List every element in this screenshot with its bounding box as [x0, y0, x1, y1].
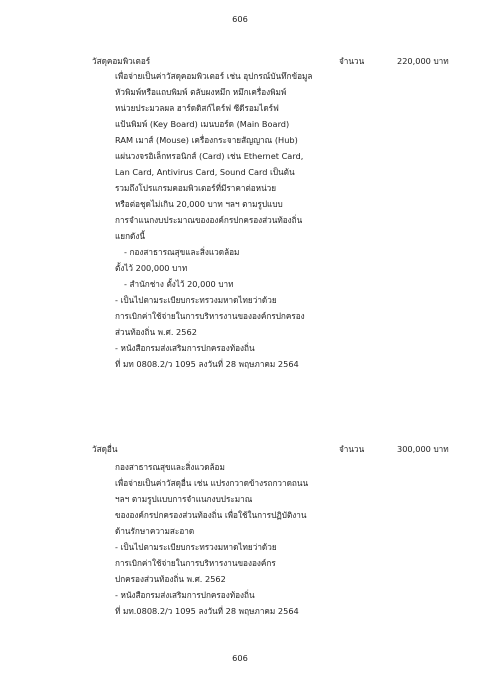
- regulation-line: การเบิกค่าใช้จ่ายในการบริหารงานขององค์กร: [115, 558, 276, 568]
- reference-line: ที่ มท.0808.2/ว 1095 ลงวันที่ 28 พฤษภาคม 2564: [115, 606, 299, 616]
- regulation-line: - เป็นไปตามระเบียบกระทรวงมหาดไทยว่าด้วย: [115, 542, 277, 552]
- regulation-line: การเบิกค่าใช้จ่ายในการบริหารงานขององค์กรปกครอง: [115, 311, 305, 321]
- item-title: วัสดุอื่น: [92, 444, 118, 454]
- regulation-line: - เป็นไปตามระเบียบกระทรวงมหาดไทยว่าด้วย: [115, 295, 277, 305]
- reference-line: - หนังสือกรมส่งเสริมการปกครองท้องถิ่น: [115, 343, 255, 353]
- reference-line: ที่ มท 0808.2/ว 1095 ลงวันที่ 28 พฤษภาคม 2564: [115, 359, 299, 369]
- description-line: RAM เมาส์ (Mouse) เครื่องกระจายสัญญาณ (Hub): [115, 135, 298, 145]
- amount-value: 300,000 บาท: [397, 444, 449, 454]
- regulation-line: ส่วนท้องถิ่น พ.ศ. 2562: [115, 327, 197, 337]
- description-line: หน่วยประมวลผล ฮาร์ดดิสก์ไดร์ฟ ซีดีรอมไดร์ฟ: [115, 103, 279, 113]
- regulation-line: ปกครองส่วนท้องถิ่น พ.ศ. 2562: [115, 574, 226, 584]
- description-line: แยกดังนี้: [115, 231, 145, 241]
- description-line: แผ่นวงจรอิเล็กทรอนิกส์ (Card) เช่น Ethernet Card,: [115, 151, 304, 161]
- description-line: รวมถึงโปรแกรมคอมพิวเตอร์ที่มีราคาต่อหน่วย: [115, 183, 277, 193]
- description-line: หัวพิมพ์หรือแถบพิมพ์ ตลับผงหมึก หมึกเครื่องพิมพ์: [115, 87, 287, 97]
- reference-line: - หนังสือกรมส่งเสริมการปกครองท้องถิ่น: [115, 590, 255, 600]
- page-number-bottom: 606: [232, 653, 248, 663]
- allocation-line: ตั้งไว้ 200,000 บาท: [115, 263, 188, 273]
- amount-value: 220,000 บาท: [397, 56, 449, 66]
- department-line: กองสาธารณสุขและสิ่งแวดล้อม: [115, 462, 225, 472]
- description-line: ด้านรักษาความสะอาด: [115, 526, 195, 536]
- description-line: หรือต่อชุดไม่เกิน 20,000 บาท ฯลฯ ตามรูปแบบ: [115, 199, 283, 209]
- amount-label: จำนวน: [339, 444, 365, 454]
- page-number-top: 606: [232, 14, 248, 24]
- description-line: การจำแนกงบประมาณขององค์กรปกครองส่วนท้องถิ่น: [115, 215, 303, 225]
- description-line: เพื่อจ่ายเป็นค่าวัสดุอื่น เช่น แปรงกวาดข้างรถกวาดถนน: [115, 478, 309, 488]
- description-line: ขององค์กรปกครองส่วนท้องถิ่น เพื่อใช้ในการปฏิบัติงาน: [115, 510, 307, 520]
- item-title: วัสดุคอมพิวเตอร์: [92, 56, 151, 66]
- department-line: - สำนักช่าง ตั้งไว้ 20,000 บาท: [124, 279, 234, 289]
- department-line: - กองสาธารณสุขและสิ่งแวดล้อม: [124, 247, 240, 257]
- description-line: Lan Card, Antivirus Card, Sound Card เป็นต้น: [115, 167, 295, 177]
- description-line: ฯลฯ ตามรูปแบบการจำแนกงบประมาณ: [115, 494, 253, 504]
- amount-label: จำนวน: [339, 56, 365, 66]
- description-line: แป้นพิมพ์ (Key Board) เมนบอร์ด (Main Board): [115, 119, 290, 129]
- description-line: เพื่อจ่ายเป็นค่าวัสดุคอมพิวเตอร์ เช่น อุปกรณ์บันทึกข้อมูล: [115, 71, 313, 81]
